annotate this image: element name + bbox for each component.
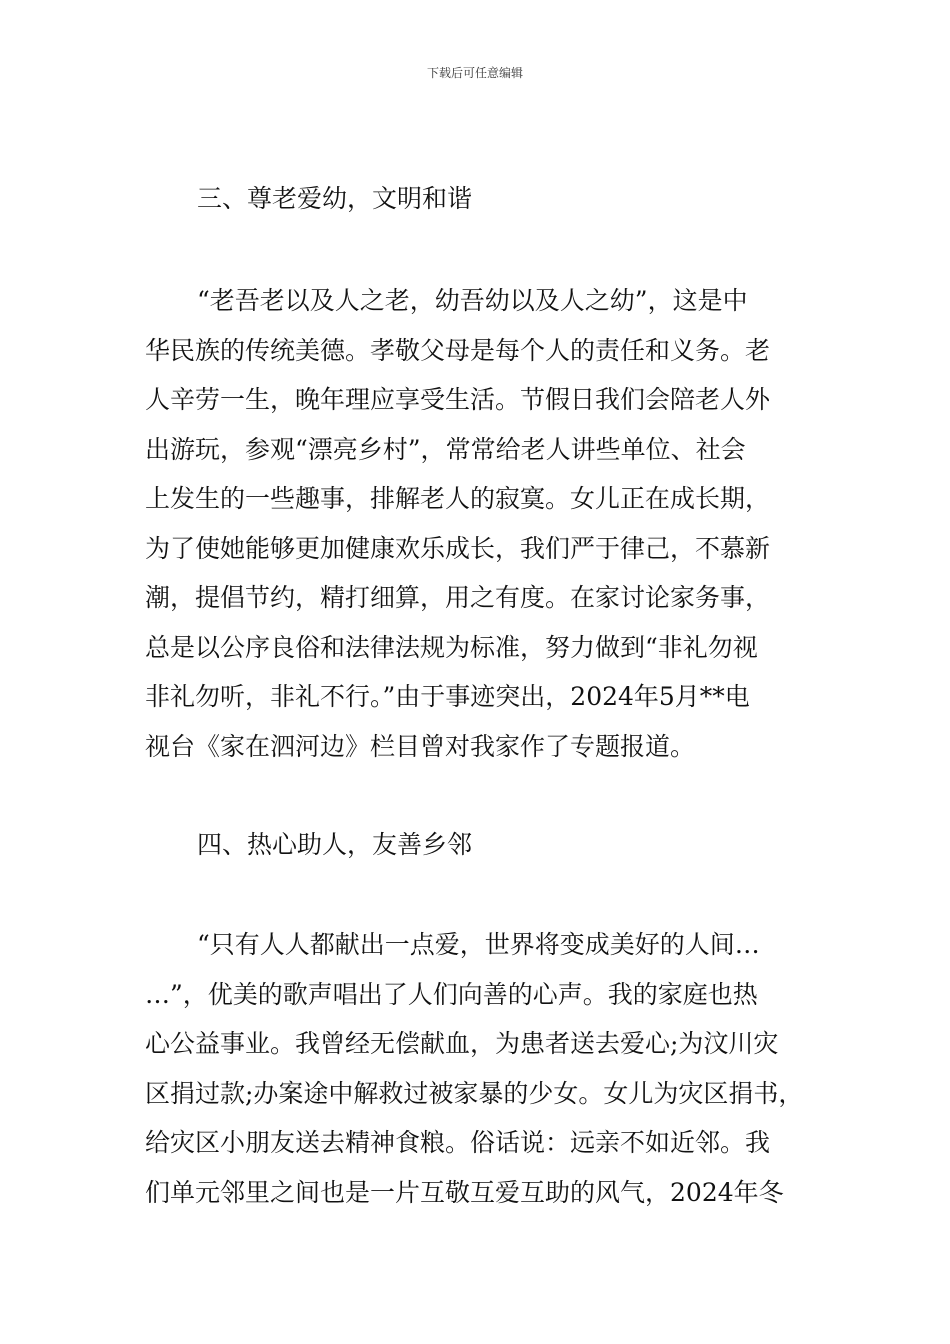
paragraph-line: “只有人人都献出一点爱，世界将变成美好的人间… (197, 930, 760, 959)
paragraph-line: 出游玩，参观“漂亮乡村”，常常给老人讲些单位、社会 (145, 434, 746, 464)
paragraph-line: 给灾区小朋友送去精神食粮。俗话说：远亲不如近邻。我 (145, 1128, 771, 1157)
section-heading-help-neighbors: 四、热心助人，友善乡邻 (197, 830, 473, 859)
paragraph-line: 视台《家在泗河边》栏目曾对我家作了专题报道。 (145, 731, 696, 761)
section-heading-respect-elders: 三、尊老爱幼，文明和谐 (197, 184, 473, 213)
paragraph-line: 总是以公序良俗和法律法规为标准，努力做到“非礼勿视 (145, 632, 758, 662)
paragraph-line: “老吾老以及人之老，幼吾幼以及人之幼”，这是中 (197, 286, 748, 315)
paragraph-line: 们单元邻里之间也是一片互敬互爱互助的风气，2024年冬 (145, 1177, 784, 1207)
paragraph-line: 上发生的一些趣事，排解老人的寂寞。女儿正在成长期， (145, 484, 771, 513)
paragraph-help-neighbors (145, 920, 815, 1217)
paragraph-line: …”，优美的歌声唱出了人们向善的心声。我的家庭也热 (145, 979, 758, 1009)
paragraph-line: 非礼勿听，非礼不行。”由于事迹突出，2024年5月**电 (145, 682, 750, 711)
page-header-note: 下载后可任意编辑 (426, 66, 523, 80)
paragraph-line: 区捐过款;办案途中解救过被家暴的少女。女儿为灾区捐书， (145, 1078, 804, 1108)
paragraph-line: 心公益事业。我曾经无偿献血，为患者送去爱心;为汶川灾 (145, 1029, 779, 1058)
paragraph-line: 华民族的传统美德。孝敬父母是每个人的责任和义务。老 (145, 335, 771, 365)
paragraph-line: 为了使她能够更加健康欢乐成长，我们严于律己，不慕新 (145, 533, 771, 563)
paragraph-respect-elders (145, 276, 815, 771)
paragraph-line: 人辛劳一生，晚年理应享受生活。节假日我们会陪老人外 (145, 385, 771, 414)
paragraph-line: 潮，提倡节约，精打细算，用之有度。在家讨论家务事， (145, 583, 771, 612)
